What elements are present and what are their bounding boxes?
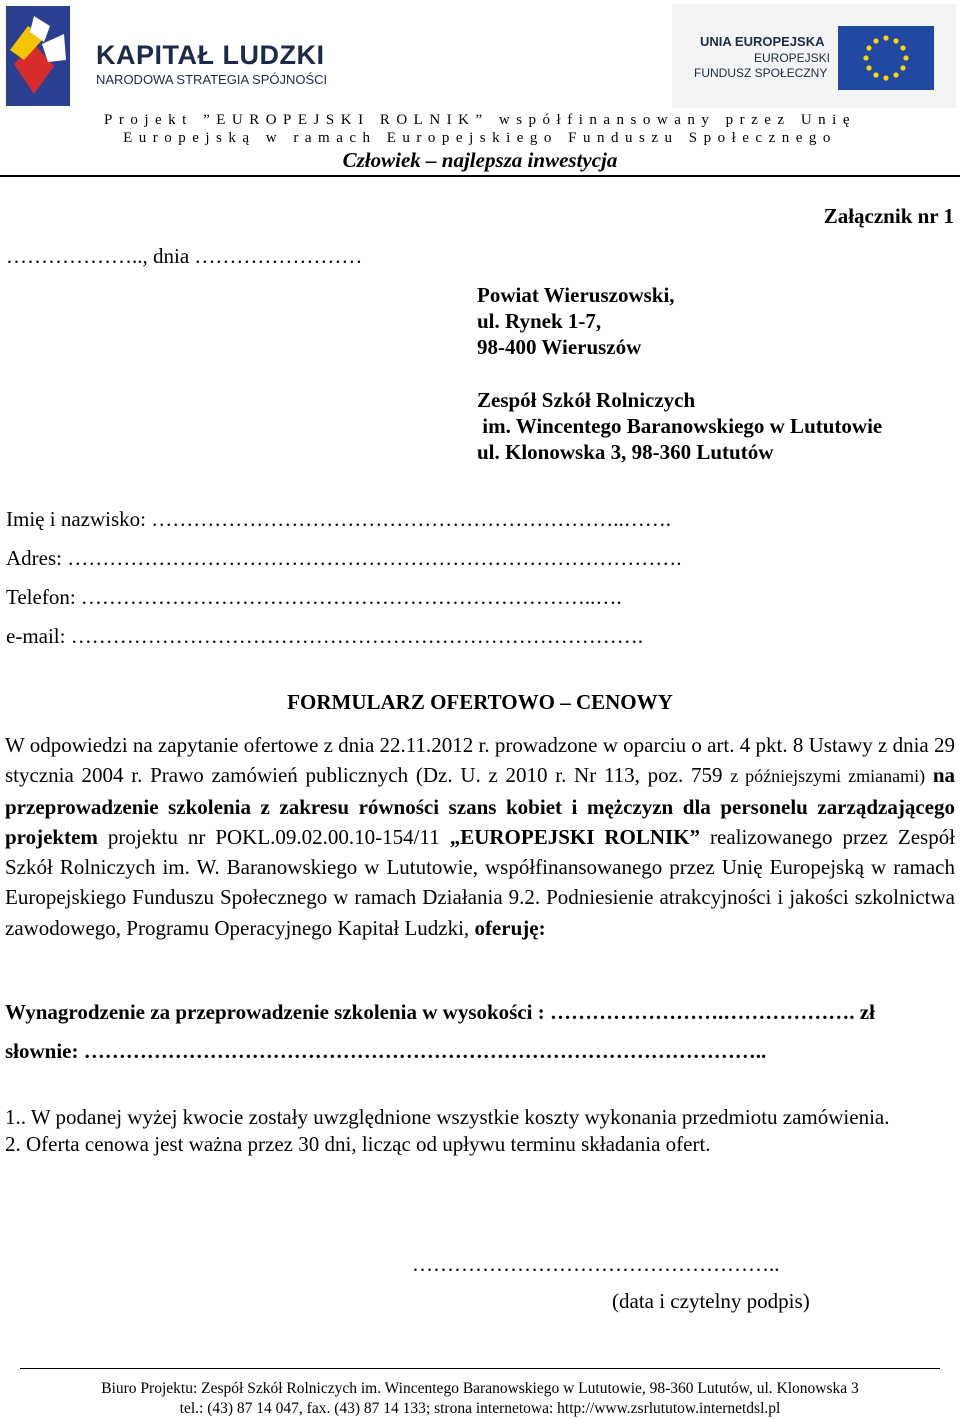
footer-line-2: tel.: (43) 87 14 047, fax. (43) 87 14 133; strona internetowa: http://www.zsrlututow.internetdsl.pl	[179, 1400, 781, 1417]
kapital-ludzki-subtitle: NARODOWA STRATEGIA SPÓJNOŚCI	[96, 72, 328, 87]
address-field[interactable]: Adres: …………………………………………………………………………….	[6, 546, 682, 570]
addressee-line-1: Powiat Wieruszowski,	[477, 283, 675, 307]
offer-body-paragraph	[5, 730, 955, 943]
body-part-2: z późniejszymi zmianami)	[730, 766, 926, 787]
eu-flag-icon	[838, 26, 934, 90]
name-field[interactable]: Imię i nazwisko: …………………………………………………………..…….	[6, 507, 671, 531]
notes	[5, 1104, 955, 1157]
body-project-number: projektu nr POKL.09.02.00.10-154/11	[107, 824, 440, 849]
body-project-name: „EUROPEJSKI ROLNIK”	[449, 824, 701, 849]
form-title: FORMULARZ OFERTOWO – CENOWY	[287, 690, 673, 714]
header-divider	[0, 175, 960, 177]
signature-line[interactable]: ……………………………………………..	[412, 1252, 780, 1276]
body-training-subject: na przeprowadzenie szkolenia z zakresu równości szans kobiet i mężczyzn dla personelu zarządzającego projektem	[5, 763, 956, 849]
wage-amount-field[interactable]: Wynagrodzenie za przeprowadzenie szkolenia w wysokości : …………………….………………. zł	[5, 1000, 875, 1024]
wage-in-words-field[interactable]: słownie: ……………………………………………………………………………………..	[5, 1039, 767, 1063]
kapital-ludzki-logo	[4, 4, 344, 108]
eu-logo-line1: UNIA EUROPEJSKA	[700, 34, 825, 49]
kapital-ludzki-title: KAPITAŁ LUDZKI	[96, 40, 325, 70]
body-offer-word: oferuję:	[474, 915, 546, 940]
attachment-label: Załącznik nr 1	[823, 204, 954, 228]
addressee-line-5: im. Wincentego Baranowskiego w Lututowie	[477, 414, 883, 438]
project-line-1: Projekt ”EUROPEJSKI ROLNIK” współfinansowany przez Unię	[103, 112, 856, 128]
addressee-line-2: ul. Rynek 1-7,	[477, 309, 602, 333]
phone-field[interactable]: Telefon: ………………………………………………………………..….	[6, 585, 622, 609]
addressee-line-6: ul. Klonowska 3, 98-360 Lututów	[477, 440, 774, 464]
note-1: 1.. W podanej wyżej kwocie zostały uwzględnione wszystkie koszty wykonania przedmiotu zamówienia.	[5, 1105, 890, 1129]
footer-divider	[20, 1368, 940, 1369]
email-field[interactable]: e-mail: ……………………………………………………………………….	[6, 624, 643, 648]
body-part-1: W odpowiedzi na zapytanie ofertowe z dnia 22.11.2012 r. prowadzone w oparciu o art. 4 pkt. 8 Ustawy z dnia 29 stycznia 2004 r. Prawo zamówień publicznych (Dz. U. z 2010 r. Nr 113, poz. 759	[5, 733, 955, 788]
signature-label: (data i czytelny podpis)	[612, 1289, 810, 1313]
kapital-ludzki-emblem-icon	[4, 4, 94, 108]
footer-line-1: Biuro Projektu: Zespół Szkół Rolniczych im. Wincentego Baranowskiego w Lututowie, 98-360 Lututów, ul. Klonowska 3	[101, 1380, 859, 1397]
addressee-line-4: Zespół Szkół Rolniczych	[477, 388, 696, 412]
eu-logo-line3: FUNDUSZ SPOŁECZNY	[694, 66, 828, 80]
note-2: 2. Oferta cenowa jest ważna przez 30 dni, licząc od upływu terminu składania ofert.	[5, 1131, 711, 1156]
eu-logo-line2: EUROPEJSKI	[754, 51, 831, 65]
body-part-6: realizowanego przez Zespół Szkół Rolniczych im. W. Baranowskiego w Lututowie, współfinansowanego przez Unię Europejską w ramach Europejskiego Funduszu Społecznego w ramach Działania 9.2. Podniesienie atrakcyjności i jakości szkolnictwa zawodowego, Programu Operacyjnego Kapitał Ludzki,	[5, 824, 956, 940]
eu-fund-logo	[672, 4, 956, 108]
date-line: ……………….., dnia ……………………	[6, 244, 363, 268]
addressee-line-3: 98-400 Wieruszów	[477, 335, 642, 359]
motto: Człowiek – najlepsza inwestycja	[342, 148, 618, 172]
project-line-2: Europejską w ramach Europejskiego Funduszu Społecznego	[123, 130, 837, 146]
